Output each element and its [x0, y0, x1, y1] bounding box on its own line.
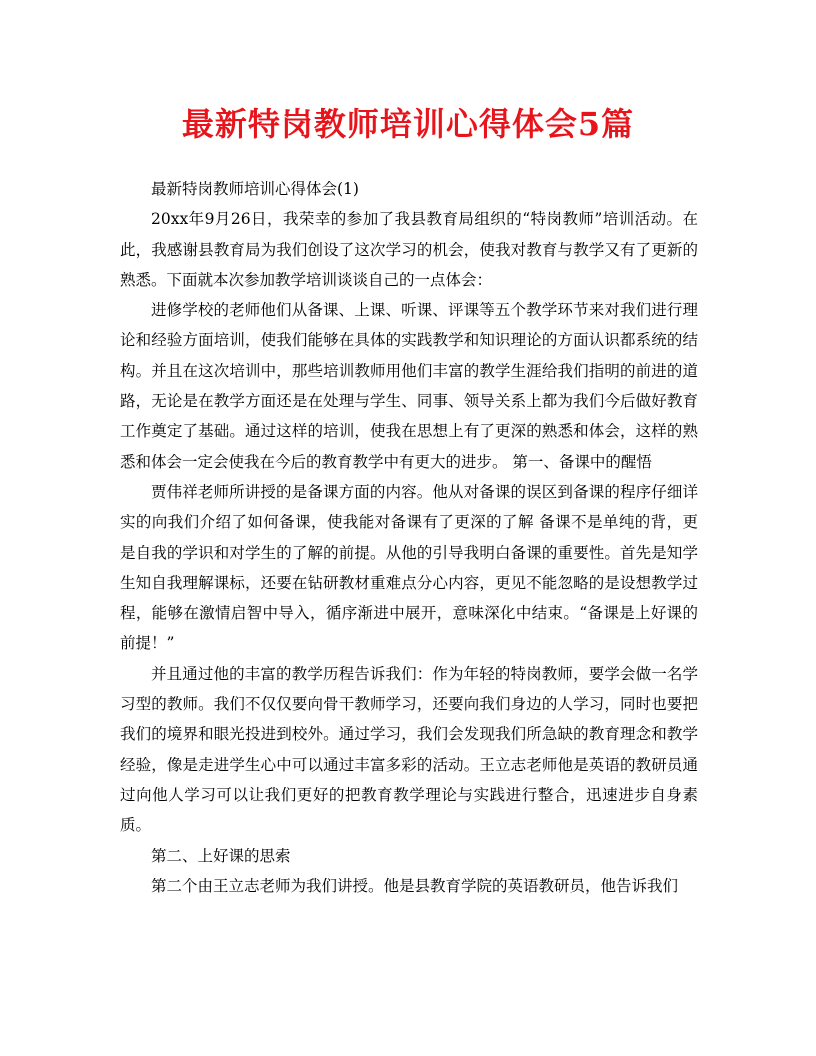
paragraph: 贾伟祥老师所讲授的是备课方面的内容。他从对备课的误区到备课的程序仔细详实的向我们介绍了如何备课，使我能对备课有了更深的了解 备课不是单纯的背，更是自我的学识和对学生的了解的前提。从他的引导我明白备课的重要性。首先是知学生知自我理解课标，还要在钻研教材重难点分心内容，更见不能忽略的是设想教学过程，能够在激情启智中导入，循序渐进中展开，意味深化中结束。“备课是上好课的前提！” [120, 482, 698, 653]
document-body [120, 174, 698, 901]
paragraph: 20xx年9月26日，我荣幸的参加了我县教育局组织的“特岗教师”培训活动。在此，我感谢县教育局为我们创设了这次学习的机会，使我对教育与教学又有了更新的熟悉。下面就本次参加教学培训谈谈自己的一点体会： [120, 210, 698, 289]
document-title: 最新特岗教师培训心得体会5篇 [181, 105, 635, 143]
section-heading: 最新特岗教师培训心得体会(1) [151, 180, 359, 198]
paragraph: 并且通过他的丰富的教学历程告诉我们：作为年轻的特岗教师，要学会做一名学习型的教师。我们不仅仅要向骨干教师学习，还要向我们身边的人学习，同时也要把我们的境界和眼光投进到校外。通过学习，我们会发现我们所急缺的教育理念和教学经验，像是走进学生心中可以通过丰富多彩的活动。王立志老师他是英语的教研员通过向他人学习可以让我们更好的把教育教学理论与实践进行整合，迅速进步自身素质。 [120, 664, 698, 835]
section-heading: 第二、上好课的思索 [151, 846, 291, 865]
paragraph: 第二个由王立志老师为我们讲授。他是县教育学院的英语教研员，他告诉我们 [151, 876, 679, 895]
paragraph: 进修学校的老师他们从备课、上课、听课、评课等五个教学环节来对我们进行理论和经验方面培训，使我们能够在具体的实践教学和知识理论的方面认识都系统的结构。并且在这次培训中，那些培训教师用他们丰富的教学生涯给我们指明的前进的道路，无论是在教学方面还是在处理与学生、同事、领导关系上都为我们今后做好教育工作奠定了基础。通过这样的培训，使我在思想上有了更深的熟悉和体会，这样的熟悉和体会一定会使我在今后的教育教学中有更大的进步。 第一、备课中的醒悟 [120, 301, 698, 471]
